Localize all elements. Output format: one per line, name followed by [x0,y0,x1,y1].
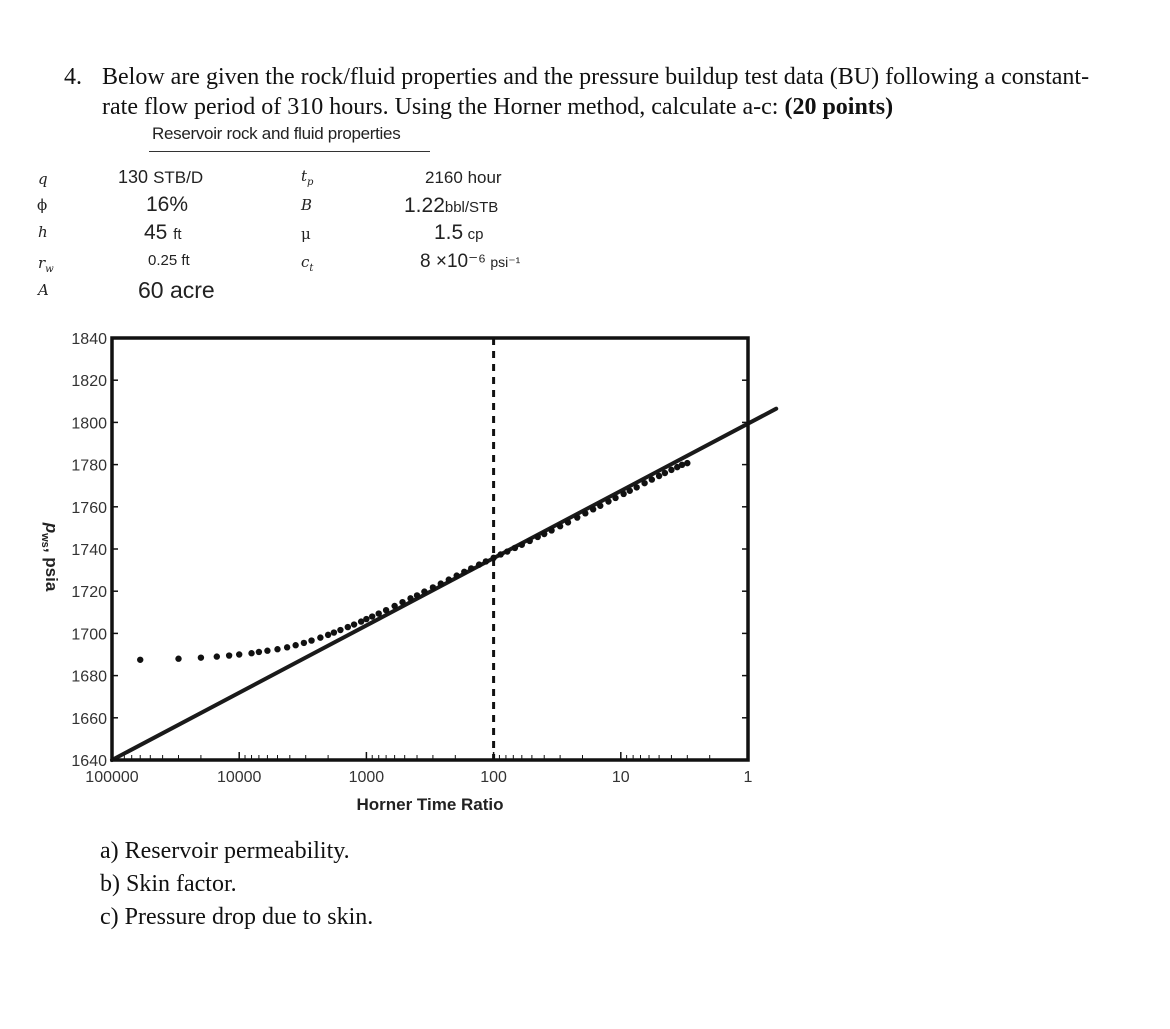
y-tick-label: 1800 [71,415,107,433]
data-point [483,558,489,564]
y-tick-label: 1660 [71,710,107,728]
y-tick-label: 1720 [71,584,107,602]
data-point [345,624,351,630]
data-point [519,542,525,548]
x-tick-label: 10 [611,769,630,786]
data-point [582,510,588,516]
data-point [605,498,611,504]
data-point [620,491,626,497]
symbol-rw-sub: w [45,264,54,275]
value-h-unit: ft [173,226,182,243]
data-point [565,519,571,525]
data-point [175,656,181,662]
y-tick-label: 1700 [71,626,107,644]
data-point [236,651,242,657]
points-label: (20 points) [784,94,894,120]
data-point [137,657,143,663]
data-point [612,495,618,501]
y-tick-label: 1680 [71,668,107,686]
data-point [369,613,375,619]
plot-ticks [112,338,748,760]
y-tick-label: 1740 [71,542,107,559]
value-rw-unit: ft [181,252,190,269]
data-point [541,531,547,537]
data-point [226,652,232,658]
data-point [301,640,307,646]
value-A-number: 60 [138,277,164,303]
y-tick-label: 1780 [71,457,107,475]
question-b: b) Skin factor. [100,871,237,897]
symbol-q: q [38,170,48,188]
problem-number: 4. [64,64,82,90]
value-tp-unit: hour [467,168,502,187]
data-point [438,580,444,586]
data-point [198,654,204,660]
data-point [274,646,280,652]
value-h-number: 45 [144,221,168,244]
data-point [535,534,541,540]
value-mu-unit: cp [467,226,484,243]
value-phi: 16% [146,193,189,216]
data-point [641,480,647,486]
y-tick-label: 1760 [71,499,107,517]
data-point [214,653,220,659]
data-point [248,650,254,656]
y-axis-label-main: p [42,522,61,534]
data-point [649,476,655,482]
data-point [284,644,290,650]
data-point [421,588,427,594]
x-tick-label: 10000 [216,769,262,786]
data-point [363,616,369,622]
data-point [317,634,323,640]
data-point [430,584,436,590]
value-q-number: 130 [118,167,149,187]
data-point [590,506,596,512]
data-point [490,555,496,561]
data-point [414,592,420,598]
data-point [325,632,331,638]
data-point [383,607,389,613]
symbol-B: B [301,196,313,214]
data-point [548,527,554,533]
data-point [407,595,413,601]
data-point [476,561,482,567]
x-tick-label: 100 [480,769,507,786]
value-A-unit: acre [169,277,215,303]
data-point [512,545,518,551]
symbol-A: A [38,281,49,299]
data-point [468,565,474,571]
symbol-rw-main: r [38,254,46,272]
x-axis-label: Horner Time Ratio [356,795,504,814]
data-point [292,642,298,648]
problem-statement-text: rate flow period of 310 hours. Using the Horner method, calculate a-c: [102,94,785,120]
symbol-h: h [38,223,48,241]
symbol-ct-main: c [301,253,310,271]
symbol-mu: μ [301,225,311,243]
data-point [656,473,662,479]
x-tick-label: 1 [743,769,753,786]
value-ct-number: 8 ×10⁻⁶ [420,251,486,272]
data-point [504,548,510,554]
data-point [662,470,668,476]
value-mu-number: 1.5 [434,221,464,244]
symbol-tp-main: t [301,167,308,185]
data-point [331,629,337,635]
value-q-unit: STB/D [153,168,204,187]
data-point [557,523,563,529]
problem-statement-line1: Below are given the rock/fluid properties and the pressure buildup test data (BU) following a constant- [102,64,1090,90]
value-tp-number: 2160 [425,168,463,187]
value-B-unit: bbl/STB [444,199,499,216]
data-point [633,484,639,490]
data-point [527,538,533,544]
y-tick-label: 1840 [71,331,107,348]
data-point [264,648,270,654]
value-B-number: 1.22 [404,194,445,217]
question-c: c) Pressure drop due to skin. [100,904,374,930]
x-tick-label: 100000 [85,769,139,786]
y-tick-label: 1820 [71,373,107,391]
y-axis-label-sub: ws [39,533,51,548]
buildup-data-points [137,460,690,663]
data-point [597,503,603,509]
plot-tick-labels [71,331,752,786]
data-point [376,610,382,616]
value-rw-number: 0.25 [148,252,178,269]
x-tick-label: 1000 [348,769,385,786]
data-point [308,637,314,643]
horner-straight-line [112,409,776,760]
properties-table-title: Reservoir rock and fluid properties [152,124,401,143]
value-ct-unit: psi⁻¹ [490,254,521,270]
data-point [337,627,343,633]
data-point [668,467,674,473]
question-a: a) Reservoir permeability. [100,838,350,864]
data-point [446,576,452,582]
data-point [627,488,633,494]
data-point [684,460,690,466]
data-point [497,551,503,557]
symbol-phi: ϕ [37,196,48,214]
symbol-ct-sub: t [309,263,314,274]
y-axis-label [39,522,61,592]
plot-frame [112,338,748,760]
data-point [461,569,467,575]
data-point [351,621,357,627]
data-point [454,572,460,578]
y-axis-label-unit: , psia [42,547,61,592]
data-point [574,514,580,520]
symbol-tp-sub: p [307,177,314,188]
y-tick-label: 1640 [71,753,107,770]
data-point [399,599,405,605]
data-point [391,603,397,609]
data-point [256,649,262,655]
